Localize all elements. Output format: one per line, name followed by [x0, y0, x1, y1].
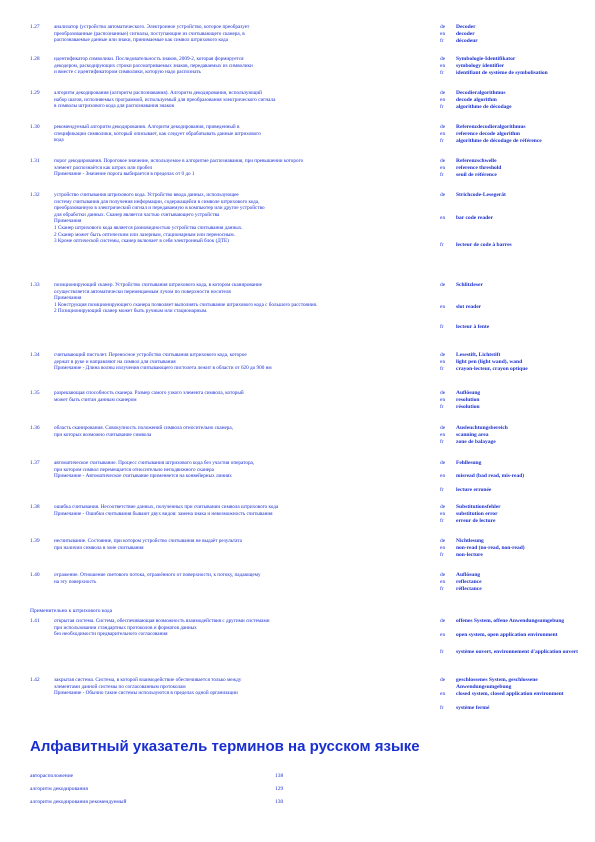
- equivalent-term: substitution error: [456, 511, 498, 517]
- entry-number: 1.35: [30, 390, 40, 396]
- lang-code: de: [440, 538, 446, 544]
- lang-code: de: [440, 352, 446, 358]
- equivalent-term: symbology identifier: [456, 63, 505, 69]
- entry-equivalents: [440, 158, 590, 179]
- equivalent-term: Schlitzleser: [456, 282, 483, 288]
- equivalent-term: open system, open application environment: [456, 632, 558, 638]
- equivalent-term: resolution: [456, 397, 480, 403]
- entry-definition: устройство считывания штрихового кода. Устройство ввода данных, использующее систему считывания для получения информации, содержащейся в символе штрихового кода, преобразованную в электрический сигнал и передаваемую в компьютер или другое устройство для обработки данных. Сканер является частью считывающего устройства Примечания 1 Сканер штрихового кода является разновидностью устройства считывания данных. 2 Сканер может быть оптическим или лазерным, стационарным или переносным. 3 Кроме оптической системы, сканер включает в себя электронный блок (ДТЕ): [54, 192, 265, 245]
- entry-definition: рекомендуемый алгоритм декодирования. Алгоритм декодирования, приведенный в спецификации символики, который описывает, как следует обрабатывать данные штрихового кода: [54, 124, 261, 144]
- lang-code: en: [440, 63, 446, 69]
- lang-code: fr: [440, 487, 444, 493]
- lang-code: fr: [440, 324, 444, 330]
- entry-definition: область сканирования. Совокупность положений символа относительно сканера, при которых возможно считывание символа: [54, 425, 234, 438]
- entry-number: 1.32: [30, 192, 40, 198]
- entry-definition: отражение. Отношение светового потока, отражённого от поверхности, к потоку, падающему на эту поверхность: [54, 572, 261, 585]
- equivalent-term: offenes System, offene Anwendungsumgebung: [456, 618, 565, 624]
- entry-number: 1.31: [30, 158, 40, 164]
- entry-definition: идентификатор символики. Последовательность знаков, 2009-2, которая формируется декодером, раскодирующих строки рассматриваемых знаков, передаваемых из символики и вместе с идентификатором символики, которую надо распознать: [54, 56, 253, 76]
- lang-code: en: [440, 632, 446, 638]
- entry-equivalents: [440, 538, 590, 559]
- equivalent-term: decoder: [456, 31, 475, 37]
- index-term: алгоритм декодирования рекомендуемый: [30, 799, 127, 805]
- lang-code: de: [440, 158, 446, 164]
- section-subheading: Применительно к штрихового кода: [30, 608, 113, 614]
- equivalent-term: zone de balayage: [456, 439, 496, 445]
- equivalent-term: algorithme de décodage: [456, 104, 512, 110]
- entry-equivalents: [440, 24, 590, 45]
- equivalent-term: seuil de référence: [456, 172, 497, 178]
- lang-code: fr: [440, 138, 444, 144]
- entry-number: 1.28: [30, 56, 40, 62]
- lang-code: de: [440, 24, 446, 30]
- lang-code: en: [440, 31, 446, 37]
- lang-code: de: [440, 90, 446, 96]
- index-page: 129: [275, 786, 284, 792]
- entry-number: 1.42: [30, 677, 40, 683]
- entry-definition: несчитывание. Состояние, при котором устройство считывания не выдаёт результата при наличии символа в зоне считывания: [54, 538, 242, 551]
- equivalent-term: reflectance: [456, 579, 482, 585]
- lang-code: fr: [440, 38, 444, 44]
- lang-code: fr: [440, 242, 444, 248]
- lang-code: en: [440, 473, 446, 479]
- equivalent-term: lecteur à fente: [456, 324, 490, 330]
- entry-definition: разрешающая способность сканера. Размер самого узкого элемента символа, который может быть считан данным сканером: [54, 390, 244, 403]
- equivalent-term: Referenzschwelle: [456, 158, 497, 164]
- lang-code: en: [440, 432, 446, 438]
- equivalent-term: reference decode algorithm: [456, 131, 520, 137]
- lang-code: en: [440, 511, 446, 517]
- equivalent-term: lecture erronée: [456, 487, 492, 493]
- index-page: 138: [275, 773, 284, 779]
- equivalent-term: résolution: [456, 404, 480, 410]
- entry-equivalents: [440, 124, 590, 145]
- equivalent-term: reference threshold: [456, 165, 502, 171]
- entry-definition: порог декодирования. Пороговое значение, используемое в алгоритме распознавания, при превышении которого элемент распознаётся как штрих или пробел Примечание - Значение порога выбирается в пределах от 0 до 1: [54, 158, 304, 178]
- equivalent-term: décodeur: [456, 38, 478, 44]
- lang-code: de: [440, 390, 446, 396]
- lang-code: de: [440, 618, 446, 624]
- index-item: [30, 799, 320, 806]
- equivalent-term: misread (bad read, mis-read): [456, 473, 525, 479]
- entry-number: 1.34: [30, 352, 40, 358]
- entry-equivalents: [440, 425, 590, 446]
- lang-code: en: [440, 579, 446, 585]
- lang-code: en: [440, 97, 446, 103]
- equivalent-term: Fehllesung: [456, 460, 482, 466]
- equivalent-term: non-read (no-read, non-read): [456, 545, 525, 551]
- lang-code: en: [440, 215, 446, 221]
- entry-equivalents: [440, 618, 590, 663]
- entry-equivalents: [440, 504, 590, 525]
- entry-definition: открытая система. Система, обеспечивающая возможность взаимодействия с другими системами при использовании стандартных протоколов и форматов данных без необходимости предварительного согласования: [54, 618, 270, 638]
- entry-number: 1.29: [30, 90, 40, 96]
- equivalent-term: Lesestift, Lichtstift: [456, 352, 501, 358]
- entry-equivalents: [440, 282, 590, 331]
- lang-code: de: [440, 425, 446, 431]
- equivalent-term: scanning area: [456, 432, 489, 438]
- equivalent-term: non-lecture: [456, 552, 483, 558]
- index-page: 130: [275, 799, 284, 805]
- equivalent-term: Substitutionsfehler: [456, 504, 501, 510]
- entry-equivalents: [440, 460, 590, 494]
- equivalent-term: Nichtlesung: [456, 538, 484, 544]
- equivalent-term: Auflösung: [456, 390, 481, 396]
- index-item: [30, 786, 320, 793]
- lang-code: de: [440, 124, 446, 130]
- equivalent-term: réflectance: [456, 586, 482, 592]
- equivalent-term: geschlossenes System, geschlossene Anwendungsumgebung: [456, 677, 538, 690]
- lang-code: en: [440, 359, 446, 365]
- equivalent-term: algorithme de décodage de référence: [456, 138, 542, 144]
- equivalent-term: Symbologie-Identifikator: [456, 56, 516, 62]
- lang-code: de: [440, 504, 446, 510]
- lang-code: fr: [440, 366, 444, 372]
- lang-code: fr: [440, 172, 444, 178]
- lang-code: fr: [440, 404, 444, 410]
- equivalent-term: Decoder: [456, 24, 476, 30]
- equivalent-term: decode algorithm: [456, 97, 497, 103]
- entry-equivalents: [440, 56, 590, 77]
- entry-number: 1.33: [30, 282, 40, 288]
- entry-definition: закрытая система. Система, в которой взаимодействие обеспечивается только между элементами данной системы по согласованным протоколам Примечание - Обычно такие системы используются в пределах одной организации: [54, 677, 242, 697]
- lang-code: en: [440, 691, 446, 697]
- equivalent-term: Decodieralgorithmus: [456, 90, 506, 96]
- entry-equivalents: [440, 192, 590, 249]
- index-term: алгоритм декодирования: [30, 786, 88, 792]
- entry-number: 1.40: [30, 572, 40, 578]
- lang-code: en: [440, 545, 446, 551]
- lang-code: fr: [440, 70, 444, 76]
- equivalent-term: système fermé: [456, 705, 490, 711]
- equivalent-term: lecteur de code à barres: [456, 242, 512, 248]
- lang-code: de: [440, 192, 446, 198]
- entry-number: 1.41: [30, 618, 40, 624]
- lang-code: fr: [440, 705, 444, 711]
- lang-code: fr: [440, 586, 444, 592]
- equivalent-term: light pen (light wand), wand: [456, 359, 523, 365]
- entry-definition: считывающий пистолет. Переносное устройство считывания штрихового кода, которое держат в руке и направляют на символ для считывания Примечание - Длина волны излучения считывающего пистолета лежит в области от 620 до 900 нм: [54, 352, 272, 372]
- entry-equivalents: [440, 677, 590, 712]
- equivalent-term: closed system, closed application environment: [456, 691, 564, 697]
- lang-code: fr: [440, 518, 444, 524]
- entry-number: 1.39: [30, 538, 40, 544]
- equivalent-term: slot reader: [456, 304, 482, 310]
- equivalent-term: crayon-lecteur, crayon optique: [456, 366, 528, 372]
- lang-code: en: [440, 304, 446, 310]
- entry-equivalents: [440, 90, 590, 111]
- entry-definition: ошибка считывания. Несоответствие данных, полученных при считывании символа штрихового кода Примечание - Ошибки считывания бывают двух видов: замена знака и невозможность считывания: [54, 504, 279, 517]
- entry-equivalents: [440, 390, 590, 411]
- equivalent-term: erreur de lecture: [456, 518, 496, 524]
- lang-code: fr: [440, 104, 444, 110]
- entry-definition: анализатор (устройство автоматического. Электронное устройство, которое преобразует преобразованные (распознанные) сигналы, поступающие из считывающего сканера, в распознаваемые данные или знаки, принимаемые как символ штрихового кода: [54, 24, 250, 44]
- lang-code: fr: [440, 552, 444, 558]
- entry-number: 1.36: [30, 425, 40, 431]
- equivalent-term: bar code reader: [456, 215, 494, 221]
- entry-number: 1.37: [30, 460, 40, 466]
- equivalent-term: Strichcode-Lesegerät: [456, 192, 506, 198]
- lang-code: de: [440, 56, 446, 62]
- lang-code: en: [440, 131, 446, 137]
- entry-equivalents: [440, 572, 590, 593]
- index-term: авторасположение: [30, 773, 74, 779]
- equivalent-term: Ausleuchtungsbereich: [456, 425, 508, 431]
- entry-number: 1.30: [30, 124, 40, 130]
- entry-equivalents: [440, 352, 590, 373]
- lang-code: en: [440, 165, 446, 171]
- lang-code: en: [440, 397, 446, 403]
- entry-definition: автоматическое считывание. Процесс считывания штрихового кода без участия оператора, при котором символ перемещается относительно неподвижного сканера Примечание - Автоматическое считывание применяется на конвейерных линиях: [54, 460, 255, 480]
- entry-number: 1.38: [30, 504, 40, 510]
- lang-code: fr: [440, 649, 444, 655]
- entry-number: 1.27: [30, 24, 40, 30]
- entry-definition: позиционирующий сканер. Устройство считывания штрихового кода, в котором сканирование осуществляется автоматически перемещаемым лучом по поверхности носителя Примечания 1 Конструкция позиционирующего сканера позволяет выполнять считывание штрихового кода с большого расстояния. 2 Позиционирующий сканер может быть ручным или стационарным.: [54, 282, 318, 315]
- equivalent-term: système ouvert, environnement d'application ouvert: [456, 649, 578, 655]
- lang-code: de: [440, 460, 446, 466]
- index-item: [30, 773, 320, 780]
- entry-definition: алгоритм декодирования (алгоритм распознавания). Алгоритм декодирования, использующий набор шагов, исполняемых программой, используемый для преобразования электрического сигнала в символы штрихового кода для распознавания знаков: [54, 90, 276, 110]
- equivalent-term: Referenzdecodieralgorithmus: [456, 124, 526, 130]
- index-title: Алфавитный указатель терминов на русском языке: [30, 738, 420, 755]
- lang-code: de: [440, 677, 446, 683]
- equivalent-term: Auflösung: [456, 572, 481, 578]
- lang-code: de: [440, 572, 446, 578]
- lang-code: fr: [440, 439, 444, 445]
- lang-code: de: [440, 282, 446, 288]
- equivalent-term: identifiant de système de symbolisation: [456, 70, 548, 76]
